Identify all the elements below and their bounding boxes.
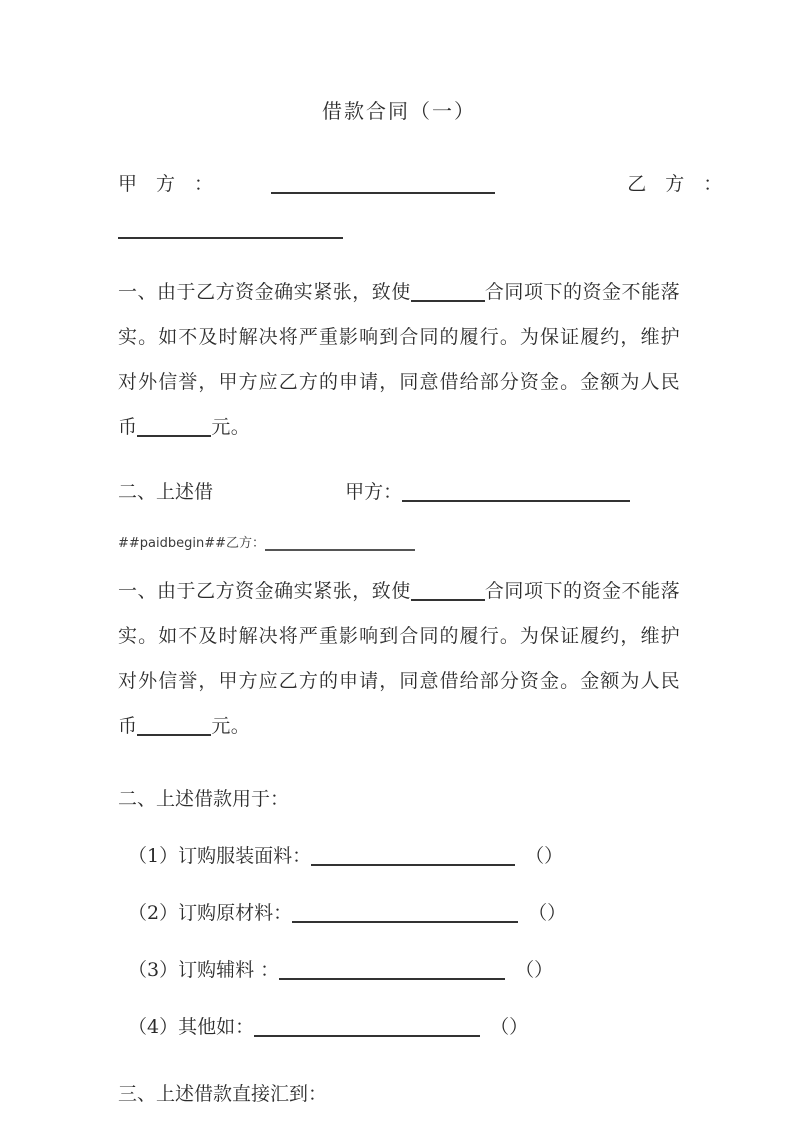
signer-b-blank-field[interactable] (265, 549, 415, 551)
page-title: 借款合同（一） (322, 99, 476, 123)
clause-one-blank-amount[interactable] (137, 435, 211, 437)
clause-one-text-part-3: 元。 (211, 416, 251, 438)
spacer (118, 460, 680, 470)
spacer (118, 759, 680, 777)
list-item-number: （1） (128, 845, 179, 867)
list-item-number: （2） (128, 902, 179, 924)
clause-one-text-part-1: 一、由于乙方资金确实紧张，致使 (118, 281, 411, 303)
signer-a-label: 甲方： (345, 481, 403, 503)
signer-b-label: 乙方： (226, 536, 266, 551)
clause-one-repeat-text-part-2: 合同项下的资金不能落实。如不及时解决将严重影响到合同的履行。为保证履约，维护对外信誉，甲方应乙方的申请，同意借给部分资金。金额为人民币 (118, 580, 680, 737)
clause-one-repeat-blank-contract[interactable] (411, 599, 485, 601)
clause-two-heading: 二、上述借款用于： (118, 788, 290, 810)
clause-one-text-part-2: 合同项下的资金不能落实。如不及时解决将严重影响到合同的履行。为保证履约，维护对外信誉，甲方应乙方的申请，同意借给部分资金。金额为人民币 (118, 281, 680, 438)
party-a-blank-field[interactable] (271, 192, 495, 194)
list-item (118, 948, 680, 993)
party-header-line-2 (118, 207, 680, 252)
list-item-blank-field[interactable] (311, 864, 515, 866)
party-header-line-1 (118, 162, 723, 207)
paid-begin-marker-line (118, 527, 680, 561)
document-body (118, 96, 723, 1129)
clause-one-paragraph (118, 270, 680, 450)
list-item-label: 订购服装面料： (178, 845, 312, 867)
list-item-number: （4） (128, 1016, 179, 1038)
party-b-blank-field[interactable] (118, 237, 343, 239)
spacer (118, 1062, 680, 1072)
list-item-tail: （） (490, 1016, 529, 1038)
list-item (118, 834, 680, 879)
list-item-number: （3） (128, 959, 179, 981)
spacer (118, 252, 680, 270)
signer-a-blank-field[interactable] (402, 500, 630, 502)
list-item-blank-field[interactable] (254, 1035, 480, 1037)
list-item (118, 891, 680, 936)
paid-begin-marker: ##paidbegin## (118, 536, 227, 551)
clause-one-repeat-paragraph (118, 569, 680, 749)
list-item-label: 订购原材料： (178, 902, 293, 924)
list-item (118, 1005, 680, 1050)
list-item-tail: （） (525, 845, 564, 867)
clause-one-repeat-text-part-1: 一、由于乙方资金确实紧张，致使 (118, 580, 411, 602)
party-b-label: 乙 方 ： (627, 173, 723, 195)
list-item-blank-field[interactable] (292, 921, 518, 923)
list-item-tail: （） (528, 902, 567, 924)
clause-two-partial-label: 二、上述借 (118, 481, 214, 503)
list-item-label: 订购辅料 ： (178, 959, 280, 981)
party-a-label: 甲 方 ： (118, 173, 214, 195)
clause-one-blank-contract[interactable] (411, 300, 485, 302)
clause-three-heading: 三、上述借款直接汇到： (118, 1083, 328, 1105)
list-item-blank-field[interactable] (279, 978, 505, 980)
list-item-label: 其他如： (178, 1016, 255, 1038)
clause-two-partial-line (118, 470, 680, 515)
list-item-tail: （） (515, 959, 554, 981)
clause-one-repeat-text-part-3: 元。 (211, 715, 251, 737)
clause-one-repeat-blank-amount[interactable] (137, 734, 211, 736)
